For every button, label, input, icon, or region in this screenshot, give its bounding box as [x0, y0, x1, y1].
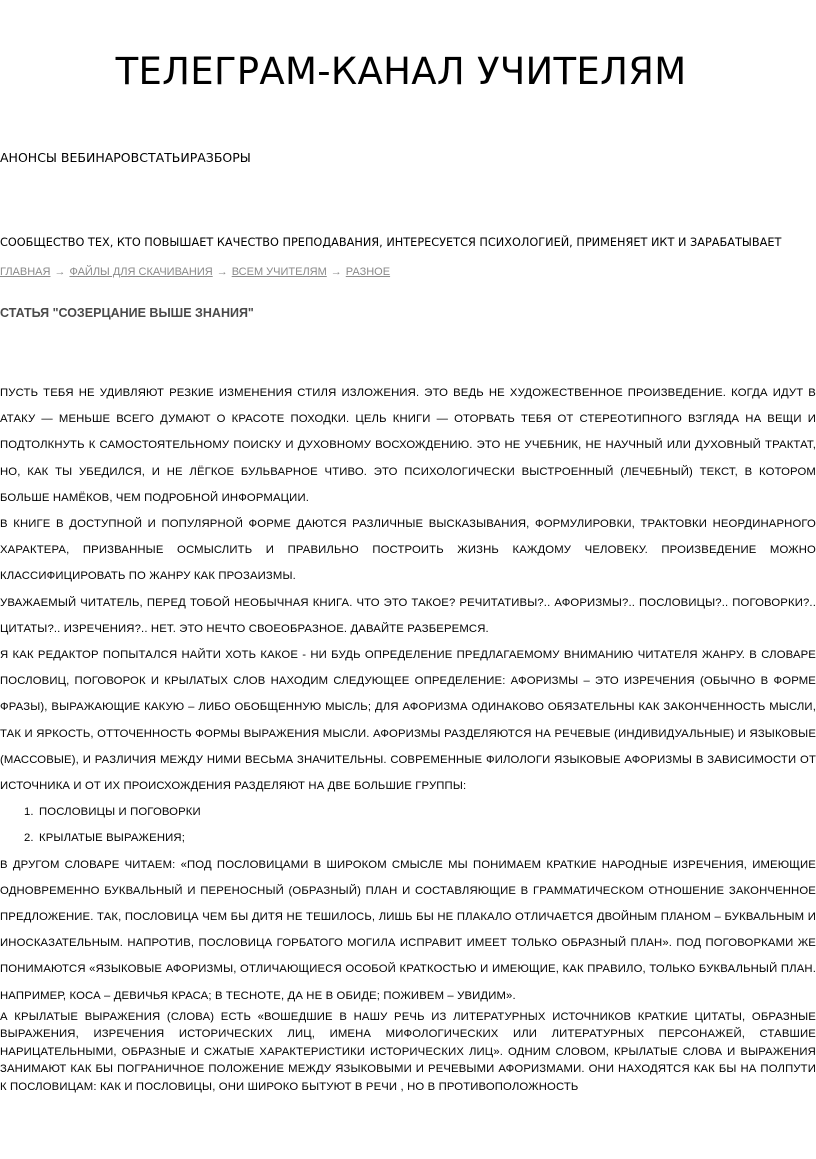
article-body: [0, 380, 816, 1096]
article-paragraph: УВАЖАЕМЫЙ ЧИТАТЕЛЬ, ПЕРЕД ТОБОЙ НЕОБЫЧНАЯ КНИГА. ЧТО ЭТО ТАКОЕ? РЕЧИТАТИВЫ?.. АФОРИЗМЫ?.. ПОСЛОВИЦЫ?.. ПОГОВОРКИ?.. ЦИТАТЫ?.. ИЗРЕЧЕНИЯ?.. НЕТ. ЭТО НЕЧТО СВОЕОБРАЗНОЕ. ДАВАЙТЕ РАЗБЕРЕМСЯ.: [0, 596, 816, 635]
nav-item-webinars[interactable]: АНОНСЫ ВЕБИНАРОВ: [0, 150, 140, 165]
nav-menu: [0, 150, 251, 165]
breadcrumb-separator: →: [330, 266, 342, 278]
list-item: 1. ПОСЛОВИЦЫ И ПОГОВОРКИ: [37, 799, 816, 825]
nav-item-articles[interactable]: СТАТЬИ: [139, 150, 190, 165]
list-item: 2. КРЫЛАТЫЕ ВЫРАЖЕНИЯ;: [37, 825, 816, 851]
site-tagline: СООБЩЕСТВО ТЕХ, КТО ПОВЫШАЕТ КАЧЕСТВО ПРЕПОДАВАНИЯ, ИНТЕРЕСУЕТСЯ ПСИХОЛОГИЕЙ, ПРИМЕНЯЕТ ИКТ И ЗАРАБАТЫВАЕТ: [0, 236, 782, 249]
article-heading: СТАТЬЯ "СОЗЕРЦАНИЕ ВЫШЕ ЗНАНИЯ": [0, 306, 254, 320]
breadcrumb-all-teachers-link[interactable]: ВСЕМ УЧИТЕЛЯМ: [231, 266, 327, 278]
article-paragraph: Я КАК РЕДАКТОР ПОПЫТАЛСЯ НАЙТИ ХОТЬ КАКОЕ - НИ БУДЬ ОПРЕДЕЛЕНИЕ ПРЕДЛАГАЕМОМУ ВНИМАНИЮ ЧИТАТЕЛЯ ЖАНРУ. В СЛОВАРЕ ПОСЛОВИЦ, ПОГОВОРОК И КРЫЛАТЫХ СЛОВ НАХОДИМ СЛЕДУЮЩЕЕ ОПРЕДЕЛЕНИЕ: АФОРИЗМЫ – ЭТО ИЗРЕЧЕНИЯ (ОБЫЧНО В ФОРМЕ ФРАЗЫ), ВЫРАЖАЮЩИЕ КАКУЮ – ЛИБО ОБОБЩЕННУЮ МЫСЛЬ; ДЛЯ АФОРИЗМА ОДИНАКОВО ОБЯЗАТЕЛЬНЫ КАК ЗАКОНЧЕННОСТЬ МЫСЛИ, ТАК И ЯРКОСТЬ, ОТТОЧЕННОСТЬ ФОРМЫ ВЫРАЖЕНИЯ МЫСЛИ. АФОРИЗМЫ РАЗДЕЛЯЮТСЯ НА РЕЧЕВЫЕ (ИНДИВИДУАЛЬНЫЕ) И ЯЗЫКОВЫЕ (МАССОВЫЕ), И РАЗЛИЧИЯ МЕЖДУ НИМИ ВЕСЬМА ЗНАЧИТЕЛЬНЫ. СОВРЕМЕННЫЕ ФИЛОЛОГИ ЯЗЫКОВЫЕ АФОРИЗМЫ В ЗАВИСИМОСТИ ОТ ИСТОЧНИКА И ОТ ИХ ПРОИСХОЖДЕНИЯ РАЗДЕЛЯЮТ НА ДВЕ БОЛЬШИЕ ГРУППЫ:: [0, 649, 816, 793]
breadcrumb-separator: →: [54, 266, 66, 278]
article-paragraph: ПУСТЬ ТЕБЯ НЕ УДИВЛЯЮТ РЕЗКИЕ ИЗМЕНЕНИЯ СТИЛЯ ИЗЛОЖЕНИЯ. ЭТО ВЕДЬ НЕ ХУДОЖЕСТВЕННОЕ ПРОИЗВЕДЕНИЕ. КОГДА ИДУТ В АТАКУ — МЕНЬШЕ ВСЕГО ДУМАЮТ О КРАСОТЕ ПОХОДКИ. ЦЕЛЬ КНИГИ — ОТОРВАТЬ ТЕБЯ ОТ СТЕРЕОТИПНОГО ВЗГЛЯДА НА ВЕЩИ И ПОДТОЛКНУТЬ К САМОСТОЯТЕЛЬНОМУ ПОИСКУ И ДУХОВНОМУ ВОСХОЖДЕНИЮ. ЭТО НЕ УЧЕБНИК, НЕ НАУЧНЫЙ ИЛИ ДУХОВНЫЙ ТРАКТАТ, НО, КАК ТЫ УБЕДИЛСЯ, И НЕ ЛЁГКОЕ БУЛЬВАРНОЕ ЧТИВО. ЭТО ПСИХОЛОГИЧЕСКИ ВЫСТРОЕННЫЙ (ЛЕЧЕБНЫЙ) ТЕКСТ, В КОТОРОМ БОЛЬШЕ НАМЁКОВ, ЧЕМ ПОДРОБНОЙ ИНФОРМАЦИИ.: [0, 387, 816, 504]
article-list: [0, 799, 816, 851]
site-title: ТЕЛЕГРАМ-КАНАЛ УЧИТЕЛЯМ: [115, 50, 687, 93]
breadcrumb-separator: →: [216, 266, 228, 278]
breadcrumb-misc-link[interactable]: РАЗНОЕ: [345, 266, 391, 278]
breadcrumb-home-link[interactable]: ГЛАВНАЯ: [0, 266, 51, 278]
article-paragraph: А КРЫЛАТЫЕ ВЫРАЖЕНИЯ (СЛОВА) ЕСТЬ «ВОШЕДШИЕ В НАШУ РЕЧЬ ИЗ ЛИТЕРАТУРНЫХ ИСТОЧНИКОВ КРАТКИЕ ЦИТАТЫ, ОБРАЗНЫЕ ВЫРАЖЕНИЯ, ИЗРЕЧЕНИЯ ИСТОРИЧЕСКИХ ЛИЦ, ИМЕНА МИФОЛОГИЧЕСКИХ ИЛИ ЛИТЕРАТУРНЫХ ПЕРСОНАЖЕЙ, СТАВШИЕ НАРИЦАТЕЛЬНЫМИ, ОБРАЗНЫЕ И СЖАТЫЕ ХАРАКТЕРИСТИКИ ИСТОРИЧЕСКИХ ЛИЦ». ОДНИМ СЛОВОМ, КРЫЛАТЫЕ СЛОВА И ВЫРАЖЕНИЯ ЗАНИМАЮТ КАК БЫ ПОГРАНИЧНОЕ ПОЛОЖЕНИЕ МЕЖДУ ЯЗЫКОВЫМИ И РЕЧЕВЫМИ АФОРИЗМАМИ. ОНИ НАХОДЯТСЯ КАК БЫ НА ПОЛПУТИ К ПОСЛОВИЦАМ: КАК И ПОСЛОВИЦЫ, ОНИ ШИРОКО БЫТУЮТ В РЕЧИ , НО В ПРОТИВОПОЛОЖНОСТЬ: [0, 1010, 816, 1093]
article-paragraph: В КНИГЕ В ДОСТУПНОЙ И ПОПУЛЯРНОЙ ФОРМЕ ДАЮТСЯ РАЗЛИЧНЫЕ ВЫСКАЗЫВАНИЯ, ФОРМУЛИРОВКИ, ТРАКТОВКИ НЕОРДИНАРНОГО ХАРАКТЕРА, ПРИЗВАННЫЕ ОСМЫСЛИТЬ И ПРАВИЛЬНО ПОСТРОИТЬ ЖИЗНЬ КАЖДОМУ ЧЕЛОВЕКУ. ПРОИЗВЕДЕНИЕ МОЖНО КЛАССИФИЦИРОВАТЬ ПО ЖАНРУ КАК ПРОЗАИЗМЫ.: [0, 518, 816, 583]
breadcrumb: [0, 266, 390, 278]
nav-item-reviews[interactable]: РАЗБОРЫ: [189, 150, 251, 165]
article-paragraph: В ДРУГОМ СЛОВАРЕ ЧИТАЕМ: «ПОД ПОСЛОВИЦАМИ В ШИРОКОМ СМЫСЛЕ МЫ ПОНИМАЕМ КРАТКИЕ НАРОДНЫЕ ИЗРЕЧЕНИЯ, ИМЕЮЩИЕ ОДНОВРЕМЕННО БУКВАЛЬНЫЙ И ПЕРЕНОСНЫЙ (ОБРАЗНЫЙ) ПЛАН И СОСТАВЛЯЮЩИЕ В ГРАММАТИЧЕСКОМ ОТНОШЕНИЕ ЗАКОНЧЕННОЕ ПРЕДЛОЖЕНИЕ. ТАК, ПОСЛОВИЦА ЧЕМ БЫ ДИТЯ НЕ ТЕШИЛОСЬ, ЛИШЬ БЫ НЕ ПЛАКАЛО ОТЛИЧАЕТСЯ ДВОЙНЫМ ПЛАНОМ – БУКВАЛЬНЫМ И ИНОСКАЗАТЕЛЬНЫМ. НАПРОТИВ, ПОСЛОВИЦА ГОРБАТОГО МОГИЛА ИСПРАВИТ ИМЕЕТ ТОЛЬКО ОБРАЗНЫЙ ПЛАН». ПОД ПОГОВОРКАМИ ЖЕ ПОНИМАЮТСЯ «ЯЗЫКОВЫЕ АФОРИЗМЫ, ОТЛИЧАЮЩИЕСЯ ОСОБОЙ КРАТКОСТЬЮ И ИМЕЮЩИЕ, КАК ПРАВИЛО, ТОЛЬКО БУКВАЛЬНЫЙ ПЛАН. НАПРИМЕР, КОСА – ДЕВИЧЬЯ КРАСА; В ТЕСНОТЕ, ДА НЕ В ОБИДЕ; ПОЖИВЕМ – УВИДИМ».: [0, 858, 816, 1002]
breadcrumb-downloads-link[interactable]: ФАЙЛЫ ДЛЯ СКАЧИВАНИЯ: [69, 266, 213, 278]
